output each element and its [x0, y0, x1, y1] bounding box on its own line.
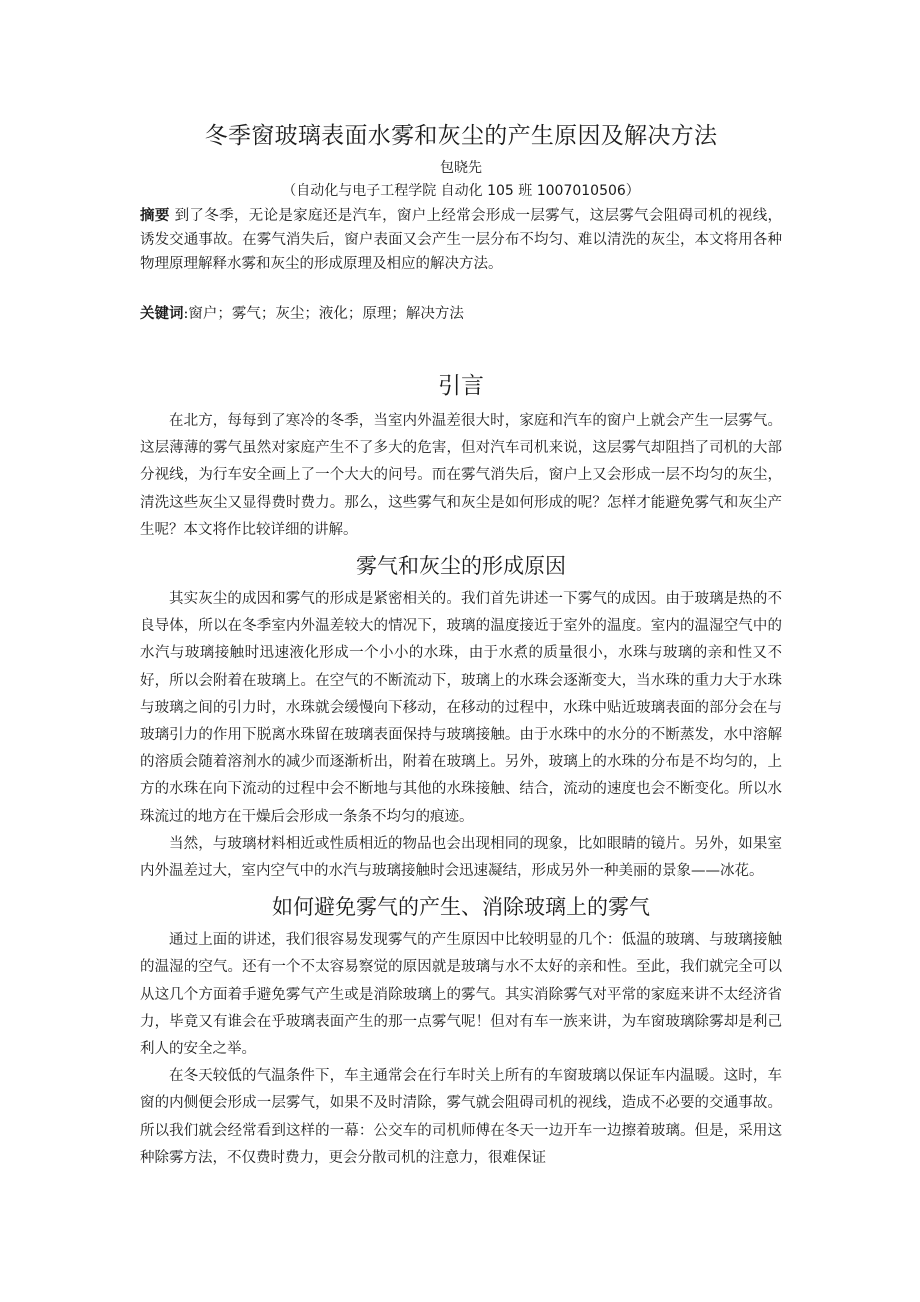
section-heading-solutions: 如何避免雾气的产生、消除玻璃上的雾气: [272, 895, 650, 920]
keywords: [140, 302, 782, 326]
paragraph: 其实灰尘的成因和雾气的形成是紧密相关的。我们首先讲述一下雾气的成因。由于玻璃是热的不良导体，所以在冬季室内外温差较大的情况下，玻璃的温度接近于室外的温度。室内的温湿空气中的水汽与玻璃接触时迅速液化形成一个小小的水珠，由于水煮的质量很小，水珠与玻璃的亲和性又不好，所以会附着在玻璃上。在空气的不断流动下，玻璃上的水珠会逐渐变大，当水珠的重力大于水珠与玻璃之间的引力时，水珠就会缓慢向下移动，在移动的过程中，水珠中贴近玻璃表面的部分会在与玻璃引力的作用下脱离水珠留在玻璃表面保持与玻璃接触。由于水珠中的水分的不断蒸发，水中溶解的溶质会随着溶剂水的减少而逐渐析出，附着在玻璃上。另外，玻璃上的水珠的分布是不均匀的，上方的水珠在向下流动的过程中会不断地与其他的水珠接触、结合，流动的速度也会不断变化。所以水珠流过的地方在干燥后会形成一条条不均匀的痕迹。: [140, 591, 782, 825]
section-heading-causes: 雾气和灰尘的形成原因: [356, 554, 566, 579]
paragraph: 在冬天较低的气温条件下，车主通常会在行车时关上所有的车窗玻璃以保证车内温暖。这时，车窗的内侧便会形成一层雾气，如果不及时清除，雾气就会阻碍司机的视线，造成不必要的交通事故。所以我们就会经常看到这样的一幕：公交车的司机师傅在冬天一边开车一边擦着玻璃。但是，采用这种除雾方法，不仅费时费力，更会分散司机的注意力，很难保证: [140, 1068, 782, 1166]
keywords-label: 关键词: [140, 306, 184, 322]
paragraph: 通过上面的讲述，我们很容易发现雾气的产生原因中比较明显的几个：低温的玻璃、与玻璃接触的温湿的空气。还有一个不太容易察觉的原因就是玻璃与水不太好的亲和性。至此，我们就完全可以从这几个方面着手避免雾气产生或是消除玻璃上的雾气。其实消除雾气对平常的家庭来讲不太经济省力，毕竟又有谁会在乎玻璃表面产生的那一点雾气呢！但对有车一族来讲，为车窗玻璃除雾却是利己利人的安全之举。: [140, 932, 782, 1058]
paragraph: 当然，与玻璃材料相近或性质相近的物品也会出现相同的现象，比如眼睛的镜片。另外，如果室内外温差过大，室内空气中的水汽与玻璃接触时会迅速凝结，形成另外一种美丽的景象——冰花。: [140, 835, 782, 880]
section-heading-intro: 引言: [438, 373, 484, 399]
paragraph: 在北方，每每到了寒冷的冬季，当室内外温差很大时，家庭和汽车的窗户上就会产生一层雾气。这层薄薄的雾气虽然对家庭产生不了多大的危害，但对汽车司机来说，这层雾气却阻挡了司机的大部分视线，为行车安全画上了一个大大的问号。而在雾气消失后，窗户上又会形成一层不均匀的灰尘，清洗这些灰尘又显得费时费力。那么，这些雾气和灰尘是如何形成的呢？怎样才能避免雾气和灰尘产生呢？本文将作比较详细的讲解。: [140, 413, 782, 538]
paper-title: 冬季窗玻璃表面水雾和灰尘的产生原因及解决方法: [204, 123, 718, 149]
author-affiliation: （自动化与电子工程学院 自动化 105 班 1007010506）: [282, 183, 640, 199]
paper-page: [140, 118, 782, 1172]
keywords-text: :窗户；雾气；灰尘；液化；原理；解决方法: [183, 306, 464, 322]
abstract-text: 到了冬季，无论是家庭还是汽车，窗户上经常会形成一层雾气，这层雾气会阻碍司机的视线，诱发交通事故。在雾气消失后，窗户表面又会产生一层分布不均匀、难以清洗的灰尘，本文将用各种物理原理解释水雾和灰尘的形成原理及相应的解决方法。: [140, 208, 783, 272]
abstract-label: 摘要: [140, 208, 170, 224]
author-name: 包晓先: [440, 160, 482, 176]
abstract: [140, 204, 782, 276]
